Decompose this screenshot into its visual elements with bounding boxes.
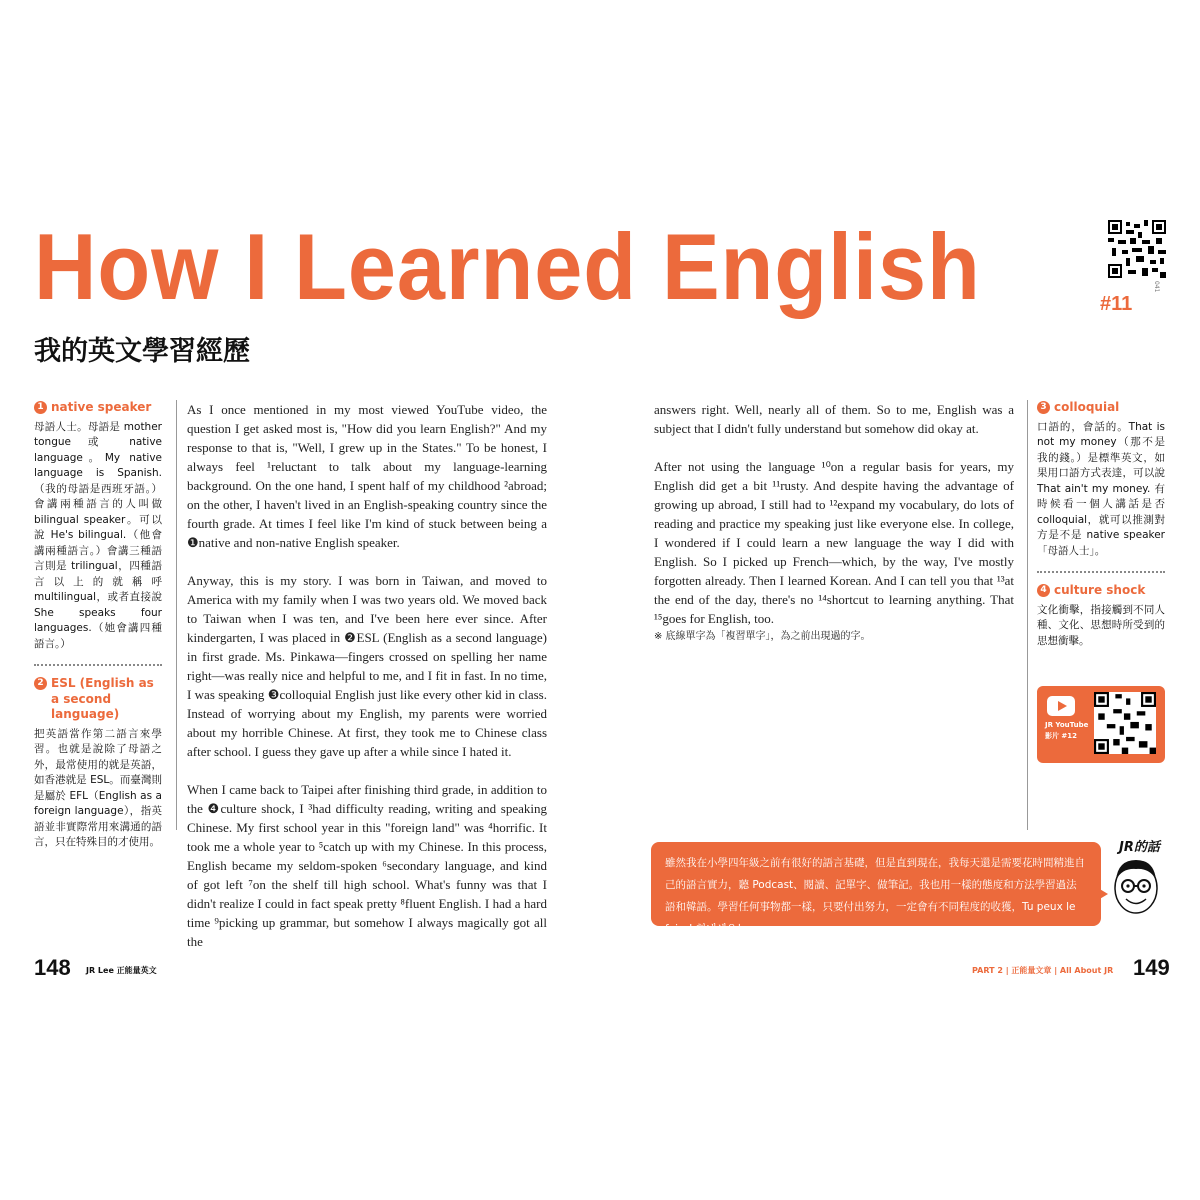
glossary-left — [34, 400, 162, 851]
unit-number: #11 — [1100, 293, 1133, 315]
article-column-left — [187, 400, 547, 970]
glossary-right — [1037, 400, 1165, 649]
glossary-entry-3-head — [1037, 400, 1165, 416]
article-column-right — [654, 400, 1014, 647]
qr-code-icon — [1108, 220, 1166, 278]
article-subtitle: 我的英文學習經歷 — [34, 336, 250, 367]
youtube-label-line-2: 影片 #12 — [1045, 732, 1078, 740]
jr-comment-text: 雖然我在小學四年級之前有很好的語言基礎，但是直到現在，我每天還是需要花時間精進自己的語言實力，聽 Podcast、閱讀、記單字、做筆記。我也用一樣的態度和方法學習過法語和韓語。學習任何事物都一樣，只要付出努力，一定會有不同程度的收獲，Tu peux le faire! 힘내세요！ — [665, 857, 1085, 935]
glossary-definition: 口語的，會話的。That is not my money（那不是我的錢。）是標準英文，如果用口語方式表達，可以說 That ain't my money. 有時候看一個人講話是否 colloquial，就可以推測對方是不是 native speaker「母語人士」。 — [1037, 420, 1165, 557]
article-paragraph: Anyway, this is my story. I was born in Taiwan, and moved to America with my family when I was two years old. We moved back to Taiwan when I was ten, and I've been here ever since. After kindergarten, I was placed in ❷ESL (English as a second language) in first grade. Ms. Pinkawa—fingers crossed on spelling her name right—was really nice and helpful to me, and I fit in fast. In no time, I was speaking ❸colloquial English just like every other kid in class. Instead of worrying about my English, my parents were worried about my horrible Chinese. At first, they took me to Chinese class after school. I guess they gave up after a while since I hated it. — [187, 573, 547, 759]
youtube-label-line-1: JR YouTube — [1045, 721, 1089, 729]
article-paragraph: answers right. Well, nearly all of them. So to me, English was a subject that I didn't fully understand but somehow did okay at. — [654, 402, 1014, 436]
review-word-note: ※ 底線單字為「複習單字」，為之前出現過的字。 — [654, 631, 871, 642]
article-paragraph: As I once mentioned in my most viewed YouTube video, the question I get asked most is, "How did you learn English?" And my response to that is, "Well, I grew up in the States." To be honest, I always feel ¹reluctant to talk about my language-learning background. On the one hand, I spent half of my childhood ²abroad; on the other, I haven't lived in an English-speaking country since the fourth grade. At times I feel like I'm kind of stuck between being a ❶native and non-native English speaker. — [187, 402, 547, 550]
glossary-term: native speaker — [51, 400, 152, 414]
youtube-qr-code-icon[interactable] — [1094, 692, 1156, 754]
youtube-label — [1045, 720, 1088, 742]
youtube-play-icon — [1047, 696, 1075, 716]
jr-avatar-icon — [1110, 854, 1162, 916]
glossary-term: culture shock — [1054, 583, 1146, 597]
speech-bubble-tail — [1098, 888, 1108, 900]
glossary-definition: 母語人士。母語是 mother tongue 或 native language。My native language is Spanish.（我的母語是西班牙語。）會講兩種語言的人叫做 bilingual speaker。可以說 He's bilingual.（他會講兩種語言。）會講三種語言則是 trilingual，四種語言以上的就稱呼 multilingual，或者直接說 She speaks four languages.（她會講四種語言。） — [34, 420, 162, 650]
glossary-number-badge: 1 — [34, 401, 47, 414]
glossary-number-badge: 3 — [1037, 401, 1050, 414]
glossary-definition: 把英語當作第二語言來學習。也就是說除了母語之外，最常使用的就是英語，如香港就是 ESL。而臺灣則是屬於 EFL（English as a foreign language），指英語並非實際常用來溝通的語言，只在特殊目的才使用。 — [34, 727, 162, 848]
column-rule — [176, 400, 177, 830]
glossary-term: ESL (English as a second language) — [51, 676, 154, 721]
article-title: How I Learned English — [34, 214, 981, 319]
left-page-number: 148 — [34, 955, 71, 980]
jr-says-label: JR的話 — [1119, 840, 1160, 855]
glossary-term: colloquial — [1054, 400, 1120, 414]
glossary-entry-4-head — [1037, 583, 1165, 599]
left-running-head: JR Lee 正能量英文 — [86, 966, 157, 975]
glossary-entry-2-head — [34, 676, 162, 723]
glossary-number-badge: 2 — [34, 677, 47, 690]
column-rule — [1027, 400, 1028, 830]
dotted-divider — [1037, 571, 1165, 573]
dotted-divider — [34, 664, 162, 666]
glossary-number-badge: 4 — [1037, 584, 1050, 597]
jr-comment-box — [651, 842, 1101, 935]
article-paragraph: When I came back to Taipei after finishing third grade, in addition to the ❹culture shock, I ³had difficulty reading, writing and speaking Chinese. My first school year in this "foreign land" was ⁴horrific. It took me a whole year to ⁵catch up with my Chinese. In this process, English became my seldom-spoken ⁶secondary language, and kind of got left ⁷on the shelf till high school. What's funny was that I didn't realize I could in fact speak pretty ⁸fluent English. I had a hard time ⁹picking up grammar, but somehow I always magically got all the — [187, 782, 547, 949]
glossary-entry-1-head — [34, 400, 162, 416]
right-running-head: PART 2 | 正能量文章 | All About JR — [972, 966, 1114, 975]
right-page-number: 149 — [1133, 955, 1170, 980]
article-paragraph: After not using the language ¹⁰on a regular basis for years, my English did get a bit ¹¹rusty. And despite having the advantage of growing up abroad, I still had to ¹²expand my vocabulary, do lots of reading and practice my speaking just like everyone else. In college, I wondered if I could learn a new language the way I did with English. So I picked up French—which, by the way, I've mostly forgotten already. Then I learned Korean. And I can tell you that ¹³at the end of the day, there's no ¹⁴shortcut to learning anything. That ¹⁵goes for English, too. — [654, 459, 1014, 626]
qr-code-number: 041 — [1153, 281, 1160, 293]
glossary-definition: 文化衝擊，指接觸到不同人種、文化、思想時所受到的思想衝擊。 — [1037, 603, 1165, 647]
